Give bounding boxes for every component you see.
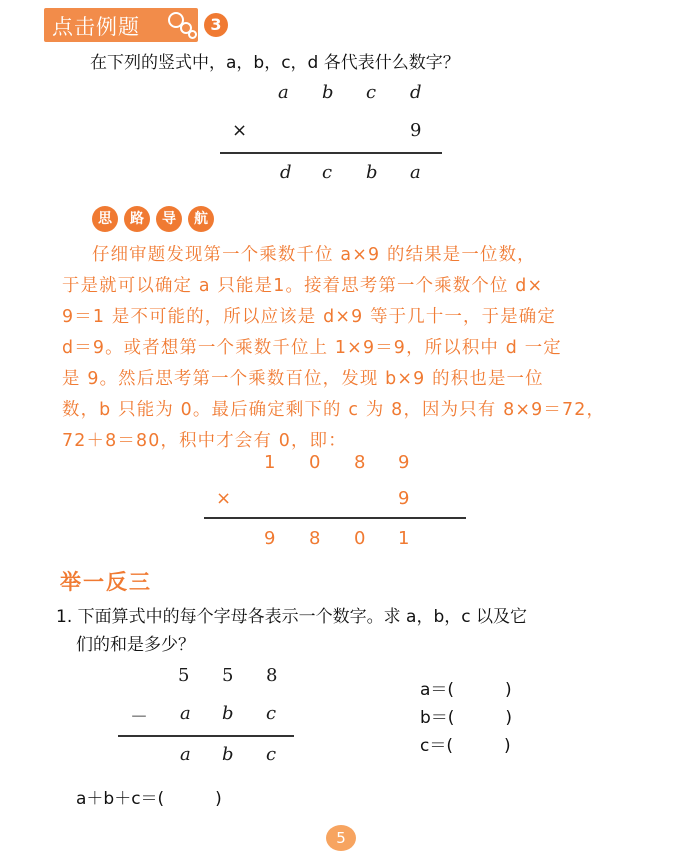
guide-label-char: 导	[156, 206, 182, 232]
calc-result-digit: 9	[264, 528, 276, 549]
guide-label-char: 路	[124, 206, 150, 232]
calc-result-digit: 1	[398, 528, 410, 549]
page-number: 5	[326, 825, 356, 851]
guide-text-line: d＝9。或者想第一个乘数千位上 1×9＝9，所以积中 d 一定	[62, 338, 562, 358]
difference-letter: c	[266, 744, 277, 765]
calc-digit: 9	[398, 452, 410, 473]
result-c: c	[322, 162, 333, 183]
subtrahend-letter: c	[266, 703, 277, 724]
digit-c: c	[366, 82, 377, 103]
calc-digit: 1	[264, 452, 276, 473]
answer-b-blank[interactable]: b＝( )	[420, 708, 513, 728]
difference-letter: b	[222, 744, 234, 765]
guide-text-line: 于是就可以确定 a 只能是1。接着思考第一个乘数个位 d×	[62, 276, 544, 296]
answer-a-blank[interactable]: a＝( )	[420, 680, 512, 700]
subtraction-divider	[118, 735, 294, 737]
guide-text-line: 9＝1 是不可能的，所以应该是 d×9 等于几十一，于是确定	[62, 307, 556, 327]
guide-label-char: 航	[188, 206, 214, 232]
calc-digit: 0	[309, 452, 321, 473]
result-b: b	[366, 162, 378, 183]
banner-title: 点击例题	[52, 15, 140, 39]
question-1-line: 们的和是多少？	[76, 635, 195, 655]
guide-text-line: 仔细审题发现第一个乘数千位 a×9 的结果是一位数，	[92, 245, 536, 265]
minus-sign: －	[130, 707, 148, 728]
minuend-digit: 5	[178, 665, 190, 686]
calc-result-digit: 0	[354, 528, 366, 549]
minuend-digit: 8	[266, 665, 278, 686]
calc-multiplier: 9	[398, 488, 410, 509]
calc-digit: 8	[354, 452, 366, 473]
answer-sum-blank[interactable]: a＋b＋c＝( )	[76, 789, 222, 809]
example-number-badge: 3	[204, 13, 228, 37]
guide-text-line: 72＋8＝80，积中才会有 0，即：	[62, 431, 347, 451]
divider-line	[220, 152, 442, 154]
digit-b: b	[322, 82, 334, 103]
section-title: 举一反三	[60, 570, 152, 594]
multiply-sign: ×	[232, 120, 248, 141]
guide-label-char: 思	[92, 206, 118, 232]
bubble-decoration-icon	[188, 30, 197, 39]
digit-a: a	[278, 82, 289, 103]
subtrahend-letter: a	[180, 703, 191, 724]
question-1-line: 1. 下面算式中的每个字母各表示一个数字。求 a，b，c 以及它	[56, 607, 527, 627]
subtrahend-letter: b	[222, 703, 234, 724]
guide-text-line: 是 9。然后思考第一个乘数百位，发现 b×9 的积也是一位	[62, 369, 544, 389]
calc-divider-line	[204, 517, 466, 519]
answer-c-blank[interactable]: c＝( )	[420, 736, 511, 756]
result-a: a	[410, 162, 421, 183]
digit-d: d	[410, 82, 422, 103]
difference-letter: a	[180, 744, 191, 765]
minuend-digit: 5	[222, 665, 234, 686]
example-question: 在下列的竖式中，a，b，c，d 各代表什么数字？	[90, 53, 460, 73]
result-d: d	[280, 162, 292, 183]
multiplier-digit: 9	[410, 120, 422, 141]
calc-result-digit: 8	[309, 528, 321, 549]
guide-text-line: 数，b 只能为 0。最后确定剩下的 c 为 8，因为只有 8×9＝72，	[62, 400, 606, 420]
calc-multiply-sign: ×	[216, 488, 232, 509]
